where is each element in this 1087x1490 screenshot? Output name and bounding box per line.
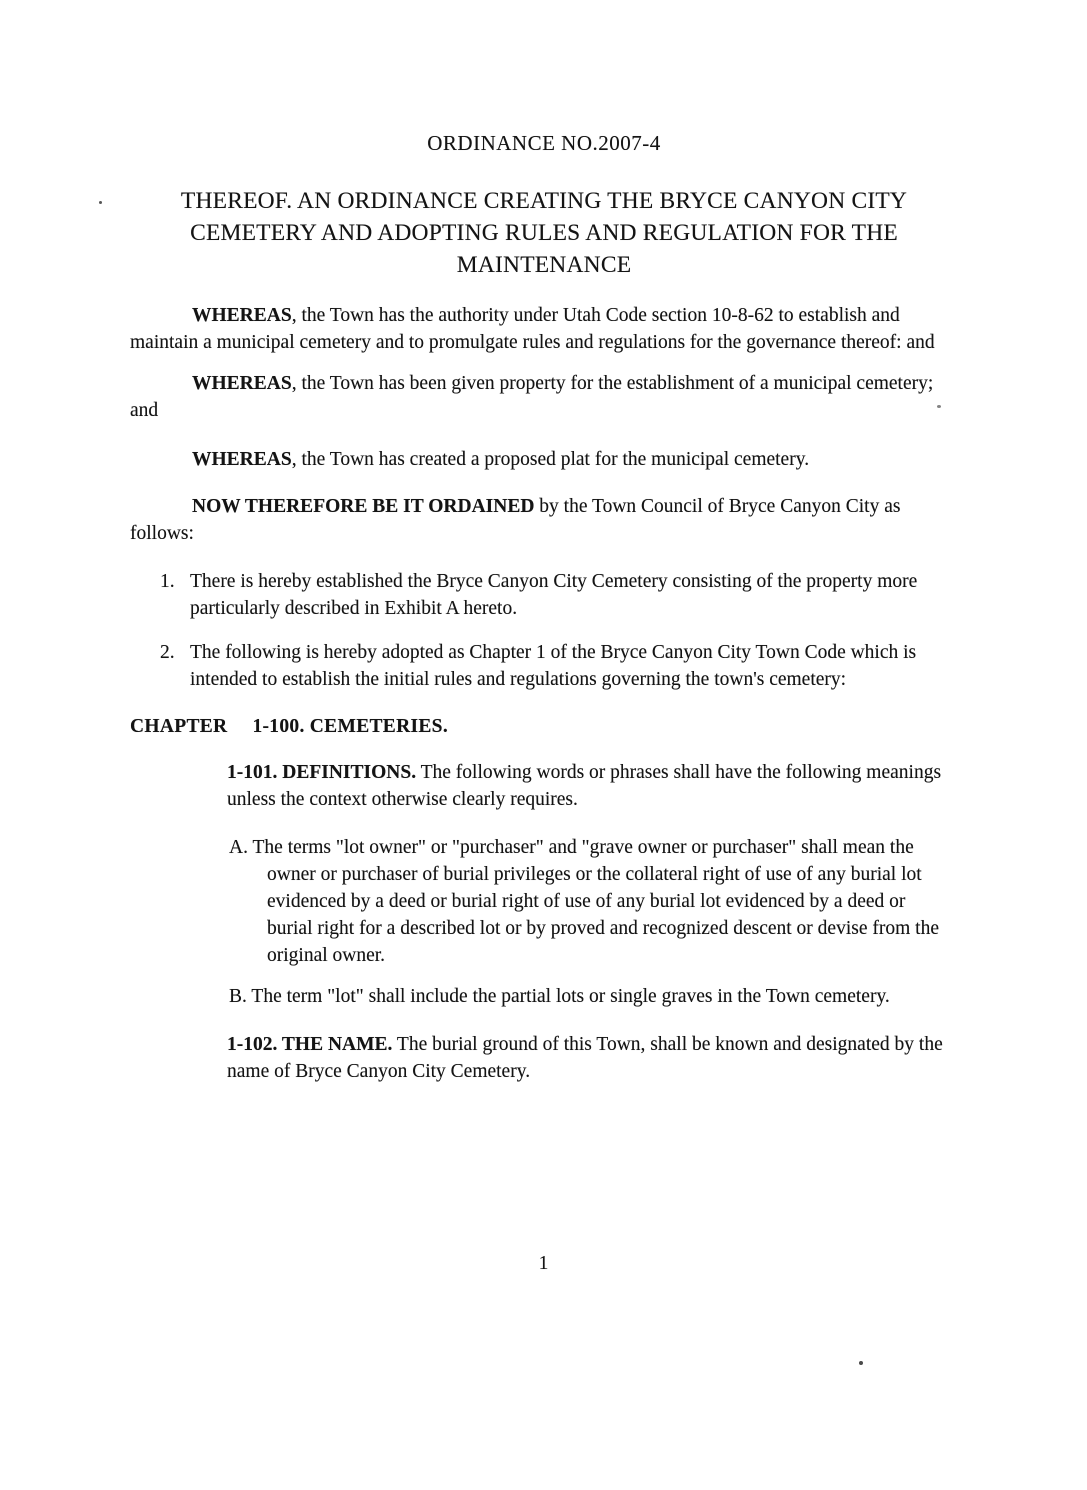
document-content bbox=[130, 0, 958, 1085]
chapter-heading bbox=[130, 713, 958, 740]
chapter-title: 1-100. CEMETERIES. bbox=[252, 716, 449, 737]
item-number-1: 1. bbox=[160, 571, 175, 592]
item-text-1: There is hereby established the Bryce Canyon City Cemetery consisting of the property more particularly described in Exhibit A hereto. bbox=[190, 571, 918, 619]
recital-text-2: , the Town has been given property for the establishment of a municipal cemetery; and bbox=[130, 373, 934, 421]
whereas-lead-1: WHEREAS bbox=[192, 305, 292, 326]
definition-letter-a: A. bbox=[229, 837, 248, 858]
whereas-lead-2: WHEREAS bbox=[192, 373, 292, 394]
scan-speck bbox=[859, 1361, 863, 1365]
recital-text-1: , the Town has the authority under Utah Code section 10-8-62 to establish and maintain a municipal cemetery and to promulgate rules and regulations for the governance thereof: and bbox=[130, 305, 935, 353]
definition-letter-b: B. bbox=[229, 986, 247, 1007]
ordained-item-2 bbox=[160, 639, 958, 693]
section-101-text: The following words or phrases shall have the following meanings unless the context otherwise clearly requires. bbox=[227, 762, 942, 810]
document-title: THEREOF. AN ORDINANCE CREATING THE BRYCE CANYON CITY CEMETERY AND ADOPTING RULES AND REGULATION FOR THE MAINTENANCE bbox=[180, 188, 908, 278]
scan-speck bbox=[99, 201, 102, 204]
section-102-text: The burial ground of this Town, shall be known and designated by the name of Bryce Canyon City Cemetery. bbox=[227, 1034, 943, 1082]
definition-item-a bbox=[229, 834, 958, 969]
page-number: 1 bbox=[538, 1253, 549, 1274]
definition-item-b bbox=[229, 983, 958, 1010]
item-number-2: 2. bbox=[160, 642, 175, 663]
ordained-item-1 bbox=[160, 568, 958, 622]
ordinance-number: ORDINANCE NO.2007-4 bbox=[427, 131, 661, 155]
section-102-lead: 1-102. THE NAME. bbox=[227, 1034, 393, 1055]
section-101-lead: 1-101. DEFINITIONS. bbox=[227, 762, 417, 783]
recital-paragraph-3 bbox=[130, 446, 958, 473]
whereas-lead-3: WHEREAS bbox=[192, 449, 292, 470]
section-101-paragraph bbox=[227, 759, 958, 813]
recital-text-3: , the Town has created a proposed plat for the municipal cemetery. bbox=[291, 449, 810, 470]
definition-text-b: The term "lot" shall include the partial lots or single graves in the Town cemetery. bbox=[251, 986, 890, 1007]
enactment-paragraph bbox=[130, 493, 958, 547]
section-102-paragraph bbox=[227, 1031, 958, 1085]
recital-paragraph-2 bbox=[130, 370, 958, 424]
chapter-label: CHAPTER bbox=[130, 716, 228, 737]
ordained-lead: NOW THEREFORE BE IT ORDAINED bbox=[192, 496, 535, 517]
item-text-2: The following is hereby adopted as Chapter 1 of the Bryce Canyon City Town Code which is intended to establish the initial rules and regulations governing the town's cemetery: bbox=[190, 642, 917, 690]
enactment-text: by the Town Council of Bryce Canyon City as follows: bbox=[130, 496, 901, 544]
definition-text-a: The terms "lot owner" or "purchaser" and "grave owner or purchaser" shall mean the owner or purchaser of burial privileges or the collateral right of use of any burial lot evidenced by a deed or burial right of use of any burial lot evidenced by a deed or burial right for a described lot or by proved and recognized descent or devise from the original owner. bbox=[252, 837, 939, 966]
scan-speck bbox=[937, 405, 941, 408]
recital-paragraph-1 bbox=[130, 302, 958, 356]
